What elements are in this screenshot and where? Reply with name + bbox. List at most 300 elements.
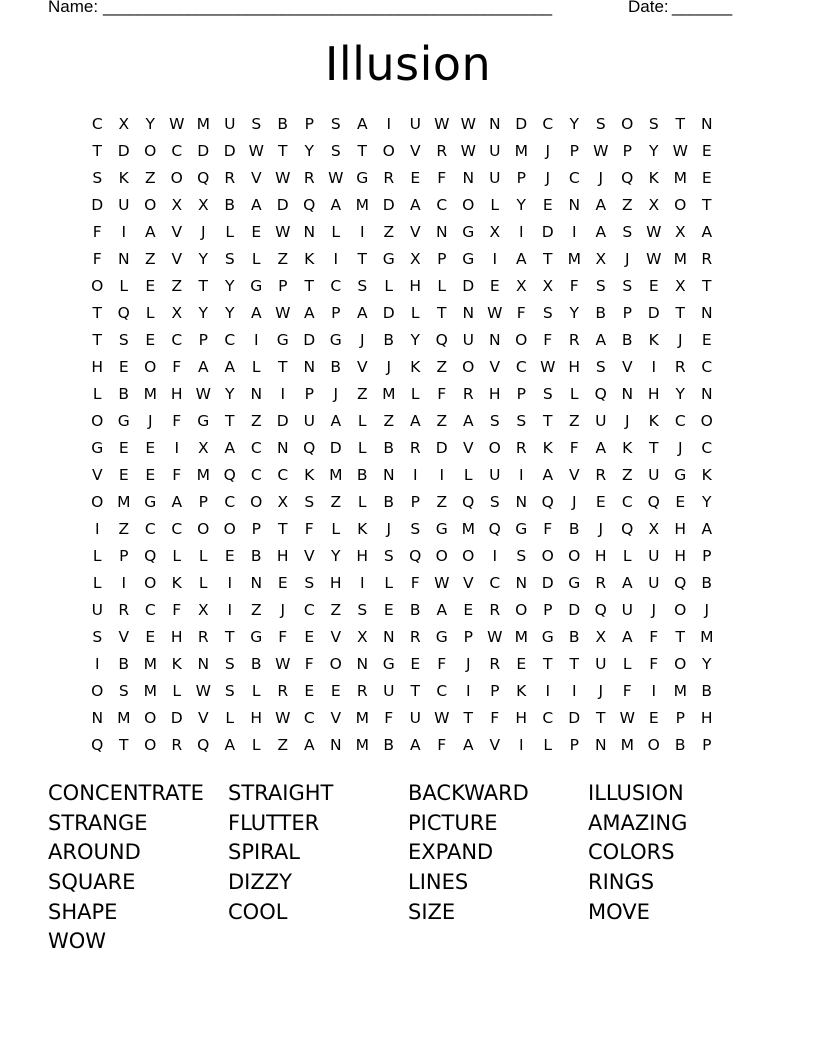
grid-letter: U — [489, 466, 501, 484]
grid-letter: M — [673, 682, 687, 700]
grid-letter: Z — [144, 250, 156, 268]
grid-letter: Z — [250, 601, 262, 619]
grid-letter: C — [436, 682, 448, 700]
grid-letter: I — [280, 385, 286, 403]
grid-letter: T — [543, 412, 553, 430]
grid-letter: T — [198, 277, 208, 295]
grid-letter: Z — [171, 277, 183, 295]
grid-letter: E — [595, 493, 606, 511]
word-list-item: STRANGE — [48, 810, 148, 835]
grid-letter: O — [488, 439, 501, 457]
grid-letter: W — [195, 385, 211, 403]
date-blank-line: _______ — [672, 0, 732, 16]
grid-letter: A — [356, 115, 368, 133]
grid-letter: F — [437, 655, 447, 673]
grid-letter: P — [198, 331, 208, 349]
word-list-item: LINES — [408, 870, 469, 895]
grid-letter: A — [330, 412, 342, 430]
grid-letter: M — [514, 628, 528, 646]
grid-letter: I — [571, 223, 577, 241]
grid-letter: V — [568, 466, 580, 484]
grid-letter: M — [514, 142, 528, 160]
grid-letter: C — [542, 115, 554, 133]
grid-letter: E — [516, 655, 527, 673]
grid-letter: R — [515, 439, 527, 457]
grid-letter: F — [172, 466, 182, 484]
grid-letter: G — [250, 628, 263, 646]
grid-letter: U — [489, 142, 501, 160]
grid-letter: A — [144, 223, 156, 241]
grid-letter: K — [171, 574, 182, 592]
grid-letter: L — [463, 466, 473, 484]
grid-letter: Z — [568, 412, 580, 430]
grid-letter: V — [303, 547, 315, 565]
grid-letter: E — [145, 331, 156, 349]
grid-letter: H — [700, 709, 713, 727]
grid-letter: M — [355, 196, 369, 214]
grid-letter: T — [92, 142, 102, 160]
grid-letter: N — [462, 169, 475, 187]
grid-letter: V — [356, 358, 368, 376]
grid-letter: T — [649, 439, 659, 457]
grid-letter: I — [465, 682, 471, 700]
grid-letter: C — [250, 466, 262, 484]
grid-letter: C — [171, 331, 183, 349]
grid-letter: H — [91, 358, 104, 376]
grid-letter: P — [278, 277, 288, 295]
grid-letter: I — [439, 466, 445, 484]
grid-letter: C — [171, 520, 183, 538]
grid-letter: Y — [410, 331, 420, 349]
grid-letter: E — [145, 439, 156, 457]
grid-letter: D — [568, 709, 581, 727]
grid-letter: A — [595, 196, 607, 214]
grid-letter: L — [410, 304, 420, 322]
grid-letter: K — [648, 412, 659, 430]
grid-letter: S — [118, 331, 129, 349]
grid-letter: U — [409, 115, 421, 133]
grid-letter: O — [674, 601, 687, 619]
grid-letter: T — [278, 142, 288, 160]
grid-letter: B — [118, 385, 130, 403]
grid-letter: P — [702, 736, 712, 754]
grid-letter: R — [674, 358, 686, 376]
grid-letter: L — [543, 736, 553, 754]
word-list-item: AROUND — [48, 840, 141, 865]
grid-letter: K — [304, 250, 315, 268]
grid-letter: O — [621, 115, 634, 133]
grid-letter: M — [382, 385, 396, 403]
header — [48, 0, 748, 19]
grid-letter: P — [569, 736, 579, 754]
grid-letter: I — [333, 250, 339, 268]
grid-letter: W — [487, 628, 503, 646]
grid-letter: G — [674, 466, 687, 484]
grid-letter: L — [331, 223, 341, 241]
grid-letter: H — [568, 358, 581, 376]
grid-letter: S — [648, 115, 659, 133]
grid-letter: Z — [118, 520, 130, 538]
grid-letter: V — [118, 628, 130, 646]
grid-letter: U — [595, 412, 607, 430]
grid-letter: E — [648, 709, 659, 727]
grid-letter: X — [409, 250, 421, 268]
page-title: Illusion — [324, 37, 492, 91]
grid-letter: X — [197, 196, 209, 214]
date-label: Date: — [628, 0, 669, 16]
grid-letter: F — [569, 277, 579, 295]
grid-letter: F — [92, 223, 102, 241]
grid-letter: C — [330, 277, 342, 295]
grid-letter: Y — [198, 250, 208, 268]
grid-letter: O — [515, 601, 528, 619]
grid-letter: N — [250, 385, 263, 403]
grid-letter: K — [516, 682, 527, 700]
grid-letter: E — [330, 682, 341, 700]
grid-letter: W — [434, 574, 450, 592]
grid-letter: N — [117, 250, 130, 268]
grid-letter: N — [700, 385, 713, 403]
grid-letter: G — [276, 331, 289, 349]
grid-letter: A — [595, 223, 607, 241]
grid-letter: B — [118, 655, 130, 673]
grid-letter: R — [197, 628, 209, 646]
grid-letter: I — [518, 466, 524, 484]
grid-letter: Q — [197, 736, 210, 754]
word-list-item: MOVE — [588, 899, 650, 924]
grid-letter: D — [435, 439, 448, 457]
grid-letter: T — [463, 709, 473, 727]
grid-letter: B — [621, 331, 633, 349]
grid-letter: I — [518, 223, 524, 241]
grid-letter: W — [434, 115, 450, 133]
grid-letter: W — [169, 115, 185, 133]
grid-letter: S — [224, 250, 235, 268]
grid-letter: M — [143, 385, 157, 403]
grid-letter: W — [434, 709, 450, 727]
grid-letter: V — [409, 223, 421, 241]
grid-letter: F — [437, 385, 447, 403]
grid-letter: N — [329, 736, 342, 754]
grid-letter: G — [117, 412, 130, 430]
grid-letter: G — [329, 331, 342, 349]
grid-letter: J — [598, 169, 604, 187]
grid-letter: O — [647, 736, 660, 754]
grid-letter: L — [490, 196, 500, 214]
grid-letter: E — [145, 628, 156, 646]
grid-letter: Q — [541, 493, 554, 511]
grid-letter: Q — [197, 169, 210, 187]
grid-letter: O — [144, 196, 157, 214]
grid-letter: W — [540, 358, 556, 376]
grid-letter: I — [227, 574, 233, 592]
grid-letter: J — [677, 331, 683, 349]
grid-letter: W — [460, 142, 476, 160]
grid-letter: M — [196, 115, 210, 133]
grid-letter: N — [250, 574, 263, 592]
grid-letter: Y — [569, 304, 579, 322]
grid-letter: X — [197, 601, 209, 619]
grid-letter: E — [145, 277, 156, 295]
grid-letter: U — [118, 196, 130, 214]
grid-letter: U — [383, 682, 395, 700]
grid-letter: C — [436, 196, 448, 214]
grid-letter: S — [92, 628, 103, 646]
grid-letter: A — [515, 250, 527, 268]
grid-letter: O — [170, 169, 183, 187]
grid-letter: J — [651, 601, 657, 619]
grid-letter: K — [542, 439, 553, 457]
grid-letter: S — [383, 547, 394, 565]
grid-letter: K — [648, 169, 659, 187]
word-list-item: ILLUSION — [588, 781, 684, 805]
grid-letter: V — [330, 628, 342, 646]
grid-letter: C — [701, 358, 713, 376]
name-blank-line: _____________________________________________________ — [103, 0, 552, 16]
grid-letter: T — [357, 142, 367, 160]
grid-letter: U — [595, 655, 607, 673]
grid-letter: D — [382, 196, 395, 214]
grid-letter: I — [545, 682, 551, 700]
grid-letter: Z — [621, 466, 633, 484]
grid-letter: W — [195, 682, 211, 700]
grid-letter: N — [700, 304, 713, 322]
grid-letter: N — [488, 331, 501, 349]
grid-letter: E — [701, 331, 712, 349]
grid-letter: X — [515, 277, 527, 295]
grid-letter: Z — [330, 493, 342, 511]
grid-letter: X — [489, 223, 501, 241]
grid-letter: P — [622, 304, 632, 322]
grid-letter: J — [571, 493, 577, 511]
grid-letter: M — [196, 466, 210, 484]
grid-letter: T — [675, 628, 685, 646]
grid-letter: A — [701, 520, 713, 538]
grid-letter: P — [569, 142, 579, 160]
grid-letter: C — [91, 115, 103, 133]
grid-letter: S — [118, 682, 129, 700]
grid-letter: T — [410, 682, 420, 700]
grid-letter: R — [171, 736, 183, 754]
word-list-item: DIZZY — [228, 870, 292, 895]
grid-letter: E — [118, 358, 129, 376]
grid-letter: E — [277, 574, 288, 592]
grid-letter: O — [515, 331, 528, 349]
grid-letter: S — [251, 115, 262, 133]
grid-letter: C — [224, 493, 236, 511]
grid-letter: L — [92, 547, 102, 565]
grid-letter: W — [646, 250, 662, 268]
grid-letter: S — [92, 169, 103, 187]
grid-letter: W — [275, 304, 291, 322]
grid-letter: R — [383, 169, 395, 187]
grid-letter: S — [330, 115, 341, 133]
grid-letter: N — [303, 358, 316, 376]
grid-letter: X — [171, 196, 183, 214]
grid-letter: L — [92, 574, 102, 592]
word-list-item: EXPAND — [408, 840, 494, 865]
grid-letter: O — [223, 520, 236, 538]
grid-letter: Y — [225, 277, 235, 295]
grid-letter: N — [382, 628, 395, 646]
grid-letter: S — [224, 682, 235, 700]
grid-letter: Y — [702, 655, 712, 673]
grid-letter: I — [359, 574, 365, 592]
grid-letter: G — [462, 223, 475, 241]
grid-letter: O — [462, 547, 475, 565]
grid-letter: P — [702, 547, 712, 565]
grid-letter: Z — [250, 412, 262, 430]
grid-letter: N — [568, 196, 581, 214]
grid-letter: S — [622, 223, 633, 241]
grid-letter: O — [91, 277, 104, 295]
grid-letter: V — [197, 709, 209, 727]
grid-letter: R — [436, 142, 448, 160]
grid-letter: J — [333, 385, 339, 403]
grid-letter: E — [675, 493, 686, 511]
grid-letter: W — [646, 223, 662, 241]
grid-letter: T — [437, 304, 447, 322]
grid-letter: A — [595, 439, 607, 457]
word-list-item: RINGS — [588, 870, 655, 895]
grid-letter: H — [170, 628, 183, 646]
grid-letter: S — [304, 574, 315, 592]
grid-letter: W — [248, 142, 264, 160]
grid-letter: P — [331, 304, 341, 322]
grid-letter: F — [172, 412, 182, 430]
grid-letter: E — [410, 169, 421, 187]
grid-letter: K — [648, 331, 659, 349]
grid-letter: O — [144, 736, 157, 754]
grid-letter: E — [648, 277, 659, 295]
grid-letter: O — [435, 547, 448, 565]
grid-letter: T — [225, 628, 235, 646]
grid-letter: F — [92, 250, 102, 268]
grid-letter: C — [171, 142, 183, 160]
grid-letter: U — [91, 601, 103, 619]
grid-letter: D — [541, 574, 554, 592]
grid-letter: Q — [488, 520, 501, 538]
grid-letter: I — [121, 223, 127, 241]
grid-letter: A — [224, 439, 236, 457]
grid-letter: X — [197, 439, 209, 457]
grid-letter: F — [622, 682, 632, 700]
grid-letter: Z — [330, 601, 342, 619]
grid-letter: S — [489, 412, 500, 430]
grid-letter: B — [595, 304, 607, 322]
grid-letter: W — [487, 304, 503, 322]
grid-letter: I — [571, 682, 577, 700]
grid-letter: A — [303, 304, 315, 322]
grid-letter: L — [331, 520, 341, 538]
grid-letter: A — [224, 736, 236, 754]
grid-letter: L — [569, 385, 579, 403]
grid-letter: L — [384, 277, 394, 295]
grid-letter: J — [677, 439, 683, 457]
grid-letter: J — [545, 142, 551, 160]
grid-letter: C — [621, 493, 633, 511]
word-list-item: AMAZING — [588, 810, 688, 835]
grid-letter: U — [462, 331, 474, 349]
grid-letter: N — [515, 574, 528, 592]
grid-letter: N — [197, 655, 210, 673]
grid-letter: E — [145, 466, 156, 484]
grid-letter: O — [462, 358, 475, 376]
grid-letter: D — [197, 142, 210, 160]
grid-letter: H — [515, 709, 528, 727]
grid-letter: X — [118, 115, 130, 133]
grid-letter: D — [541, 223, 554, 241]
grid-letter: K — [171, 655, 182, 673]
grid-letter: C — [515, 358, 527, 376]
grid-letter: K — [357, 520, 368, 538]
grid-letter: Y — [331, 547, 341, 565]
grid-letter: E — [118, 466, 129, 484]
grid-letter: O — [91, 412, 104, 430]
grid-letter: G — [515, 520, 528, 538]
grid-letter: L — [251, 250, 261, 268]
grid-letter: G — [197, 412, 210, 430]
grid-letter: S — [542, 304, 553, 322]
grid-letter: L — [145, 304, 155, 322]
grid-letter: F — [516, 304, 526, 322]
grid-letter: D — [117, 142, 130, 160]
grid-letter: O — [91, 493, 104, 511]
grid-letter: M — [143, 655, 157, 673]
grid-letter: I — [492, 547, 498, 565]
grid-letter: E — [224, 547, 235, 565]
grid-letter: I — [518, 736, 524, 754]
grid-letter: O — [144, 709, 157, 727]
grid-letter: V — [330, 709, 342, 727]
grid-letter: V — [462, 574, 474, 592]
grid-letter: B — [356, 466, 368, 484]
grid-letter: P — [543, 601, 553, 619]
word-list-item: COOL — [228, 899, 288, 924]
grid-letter: Q — [303, 439, 316, 457]
grid-letter: C — [224, 331, 236, 349]
grid-letter: J — [386, 520, 392, 538]
grid-letter: B — [383, 331, 395, 349]
grid-letter: L — [119, 277, 129, 295]
grid-letter: L — [357, 412, 367, 430]
grid-letter: O — [144, 574, 157, 592]
grid-letter: Y — [198, 304, 208, 322]
grid-letter: F — [649, 628, 659, 646]
grid-letter: N — [594, 736, 607, 754]
grid-letter: H — [276, 547, 289, 565]
grid-letter: S — [357, 601, 368, 619]
grid-letter: B — [409, 601, 421, 619]
grid-letter: C — [701, 439, 713, 457]
grid-letter: M — [117, 493, 131, 511]
grid-letter: H — [674, 520, 687, 538]
grid-letter: P — [410, 493, 420, 511]
grid-letter: D — [91, 196, 104, 214]
grid-letter: V — [250, 169, 262, 187]
grid-letter: W — [275, 169, 291, 187]
grid-letter: B — [383, 493, 395, 511]
grid-letter: T — [569, 655, 579, 673]
grid-letter: G — [541, 628, 554, 646]
grid-letter: Y — [304, 142, 314, 160]
grid-letter: C — [303, 709, 315, 727]
grid-letter: R — [462, 385, 474, 403]
grid-letter: M — [673, 169, 687, 187]
grid-letter: Y — [145, 115, 155, 133]
grid-letter: Q — [91, 736, 104, 754]
grid-letter: V — [171, 223, 183, 241]
